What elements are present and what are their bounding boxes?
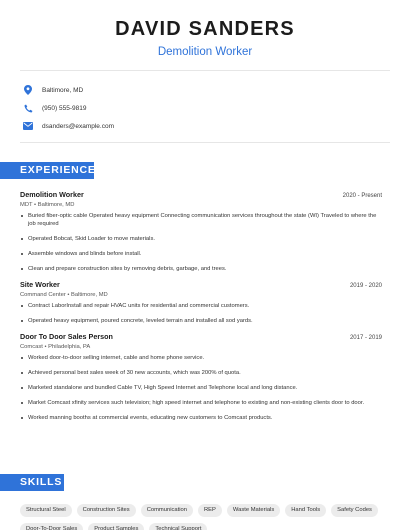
job-entry-company: Comcast • Philadelphia, PA [20, 344, 91, 350]
job-entry-title: Site Worker [20, 280, 60, 289]
bullet-item: Clean and prepare construction sites by removing debris, garbage, and trees. [20, 265, 382, 273]
job-entry-company: Command Center • Baltimore, MD [20, 292, 108, 298]
candidate-name: DAVID SANDERS [115, 18, 295, 40]
job-entry-bullets [20, 212, 382, 273]
phone-icon [22, 102, 34, 114]
skill-tag: Safety Codes [331, 504, 378, 517]
bullet-item: Achieved personal best sales week of 30 new accounts, which was 200% of quota. [20, 369, 382, 377]
contact-info [22, 81, 114, 135]
skills-section-header: SKILLS [0, 474, 64, 491]
job-entry-company: MDT • Baltimore, MD [20, 202, 75, 208]
experience-section-header: EXPERIENCE [0, 162, 94, 179]
skill-tag: Communication [141, 504, 193, 517]
bullet-item: Worked door-to-door selling internet, cable and home phone service. [20, 354, 382, 362]
header-divider [20, 70, 390, 71]
experience-list [20, 190, 382, 429]
location-pin-icon [22, 84, 34, 96]
skill-tag: Structural Steel [20, 504, 72, 517]
skills-list [20, 504, 390, 530]
bullet-item: Market Comcast xfinity services such television; high speed internet and telephone to existing and non-existing clients door to door. [20, 399, 382, 407]
job-entry-dates: 2020 - Present [342, 193, 382, 199]
email-text: dsanders@example.com [42, 122, 114, 130]
bullet-item: Operated Bobcat, Skid Loader to move materials. [20, 235, 382, 243]
job-entry-bullets [20, 302, 382, 325]
bullet-item: Buried fiber-optic cable Operated heavy equipment Connecting communication services throughout the state (WI) Traveled to where the job required [20, 212, 382, 228]
bullet-item: Worked manning booths at commercial events, educating new customers to Comcast products. [20, 414, 382, 422]
job-entry-title: Door To Door Sales Person [20, 332, 113, 341]
job-entry-dates: 2017 - 2019 [349, 335, 382, 341]
bullet-item: Assemble windows and blinds before install. [20, 250, 382, 258]
contact-divider [20, 142, 390, 143]
skill-tag: Product Samples [88, 523, 144, 530]
job-entry-dates: 2019 - 2020 [349, 283, 382, 289]
resume-header [0, 0, 410, 59]
location-text: Baltimore, MD [42, 86, 84, 94]
job-entry [20, 280, 382, 325]
phone-text: (950) 555-9819 [42, 104, 87, 112]
job-entry-title: Demolition Worker [20, 190, 84, 199]
contact-location [22, 81, 114, 99]
email-icon [22, 120, 34, 132]
job-entry-bullets [20, 354, 382, 422]
skill-tag: Hand Tools [285, 504, 326, 517]
contact-email [22, 117, 114, 135]
job-entry [20, 332, 382, 422]
skill-tag: Door-To-Door Sales [20, 523, 83, 530]
job-title: Demolition Worker [157, 46, 253, 58]
bullet-item: Contract LaborInstall and repair HVAC units for residential and commercial customers. [20, 302, 382, 310]
bullet-item: Operated heavy equipment, poured concrete, leveled terrain and installed all sod yards. [20, 317, 382, 325]
bullet-item: Marketed standalone and bundled Cable TV, High Speed Internet and Telephone local and long distance. [20, 384, 382, 392]
contact-phone [22, 99, 114, 117]
skill-tag: Waste Materials [227, 504, 280, 517]
skill-tag: Technical Support [149, 523, 207, 530]
skill-tag: REP [198, 504, 222, 517]
skill-tag: Construction Sites [77, 504, 136, 517]
job-entry [20, 190, 382, 273]
